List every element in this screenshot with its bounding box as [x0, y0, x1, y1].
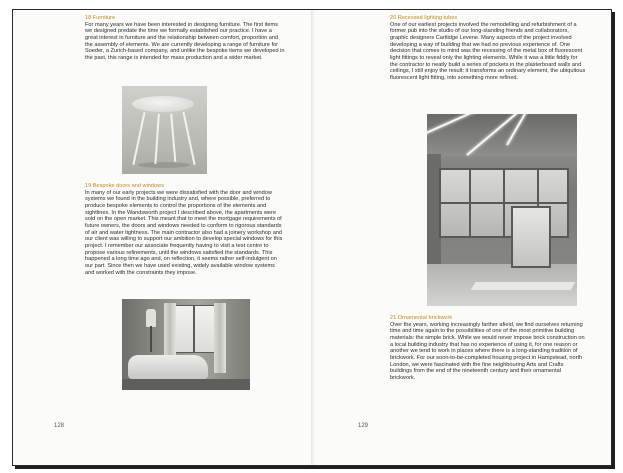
page-number-left: 128 — [54, 423, 65, 429]
section-21-heading: 21 Ornamental brickwork — [390, 315, 453, 321]
curtain-right — [214, 303, 226, 373]
window-mullion — [193, 305, 195, 352]
section-18-heading: 18 Furniture — [85, 15, 116, 21]
lamp-stand — [150, 326, 152, 352]
book-gutter — [311, 10, 315, 465]
partition-door — [511, 206, 551, 268]
section-21-body: Over the years, working increasingly farther afield, we find ourselves returning time and time again to the possibilities of one of the most primitive building materials: the simple brick. While we would never impose brick construction on a local building industry that has no experience of using it, for one reason or another we tend to work in places where there is a long-standing tradition of brickwork. For our soon-to-be-completed housing project in Hampstead, north London, we were fascinated with the fine neighbouring Arts and Crafts buildings from the end of the nineteenth century and their ornamental brickwork. — [390, 321, 585, 381]
section-19-heading: 19 Bespoke doors and windows — [85, 183, 164, 189]
studio-interior-photo — [427, 114, 577, 306]
stool-photo — [122, 86, 207, 174]
right-page-section-20 — [390, 15, 586, 82]
room-floor — [122, 379, 250, 390]
stool-leg — [182, 110, 195, 165]
right-page-section-21 — [390, 315, 586, 382]
partition-transom — [439, 202, 567, 204]
stool-leg — [170, 112, 176, 162]
left-page-section-19 — [85, 183, 285, 276]
lamp-shade — [146, 309, 156, 327]
bed — [128, 355, 208, 379]
section-19-body: In many of our early projects we were dissatisfied with the door and window systems we found in the building industry and, where possible, preferred to produce bespoke elements to control the proportions of the elements and sightlines. In the Wandsworth project I described above, the apartments were sold on the open market. This meant that to meet the mortgage requirements of future owners, the doors and windows needed to conform to rigorous standards of air and water tightness. The main contractor also had a joinery workshop and our client was willing to support our ambition to develop special windows for this project. I remember our associate frequently having to visit a test centre to propose various refinements, until the windows satisfied the standards. This happened a long time ago and, on reflection, it seems rather self-indulgent on our part. Since then we have used existing, widely available window systems and worked with the constraints they impose. — [85, 189, 283, 276]
left-page-section-18 — [85, 15, 285, 62]
desk — [471, 282, 576, 290]
stool-leg — [154, 112, 159, 164]
stool-leg — [132, 110, 145, 165]
window-photo — [122, 299, 250, 390]
section-20-heading: 20 Recessed lighting tubes — [390, 15, 458, 21]
stool-shadow — [138, 162, 190, 168]
section-20-body: One of our earliest projects involved the remodelling and refurbishment of a former pub into the studio of our long-standing friends and collaborators, graphic designers Cartlidge Levene. Many aspects of the project involved developing a way of building that we had no previous experience of. One decision that comes to mind was the recessing of the metal box of fluorescent light fittings to reveal only the lighting elements. While it was a little fiddly for the contractor to neatly build a series of pockets in the plasterboard walls and ceilings, I still enjoy the result: it transforms an ordinary element, the ubiquitous fluorescent light fitting, into something more refined. — [390, 21, 586, 81]
window-pane — [172, 305, 218, 353]
section-18-body: For many years we have been interested in designing furniture. The first items we designed predate the time we formally established our practice. I have a great interest in furniture and the relationship between comfort, proportion and the assembly of elements. We are currently developing a range of furniture for Soeder, a Zurich-based company, and unlike the bespoke items we developed in the past, this range is intended for mass production and a wider market. — [85, 21, 285, 61]
stool-seat-top — [132, 96, 194, 112]
page-number-right: 129 — [358, 423, 369, 429]
